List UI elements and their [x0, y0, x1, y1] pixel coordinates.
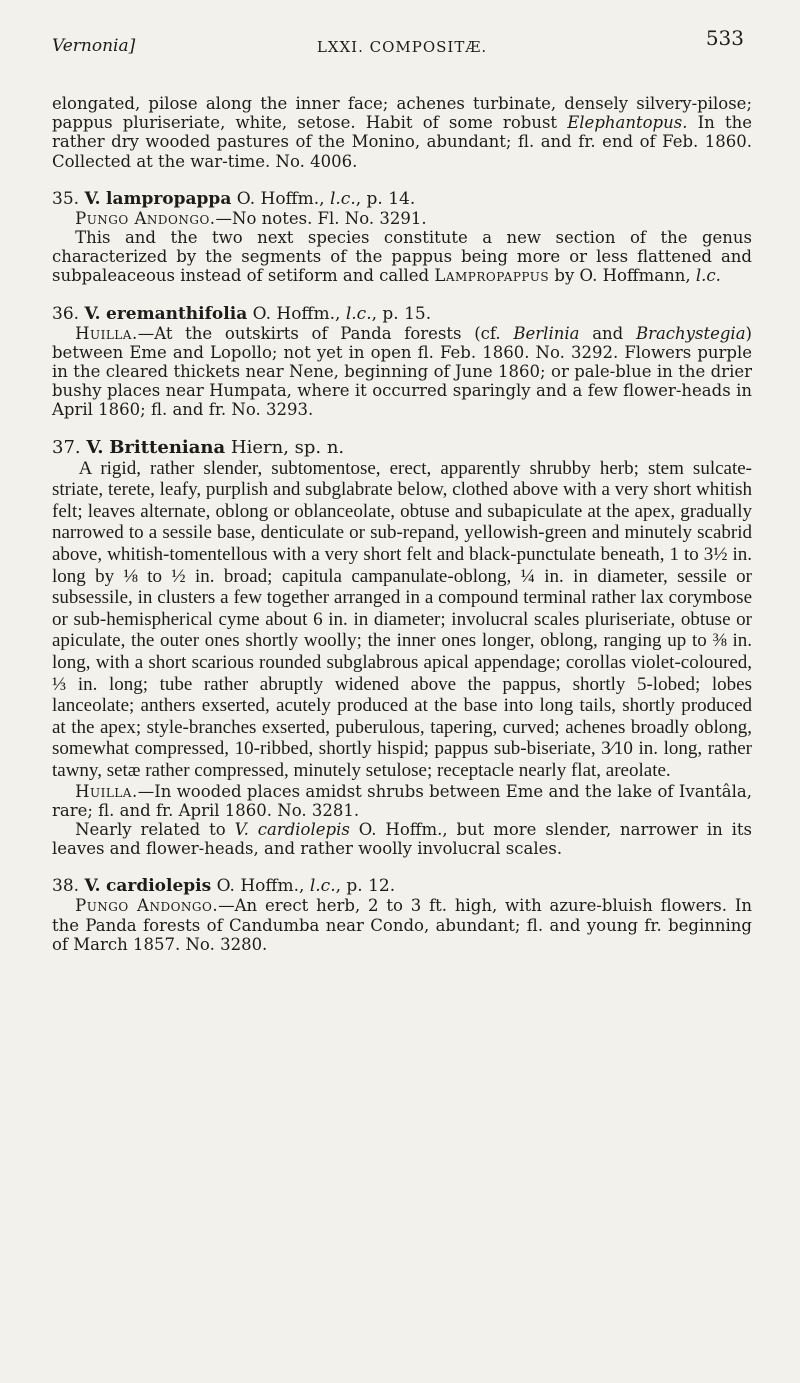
- header-family: LXXI. COMPOSITÆ.: [316, 38, 488, 56]
- entry-heading: 36. V. eremanthifolia O. Hoffm., l.c., p. 15.: [52, 303, 432, 324]
- note-paragraph: This and the two next species constitute a new section of the genus characterized by the segments of the pappus being more or less flattened and subpaleaceous instead of setiform and called Lampropappus by O. Hoffmann, l.c.: [52, 228, 752, 286]
- page-number: 533: [705, 26, 744, 50]
- page-body: [52, 94, 752, 954]
- entry-heading: 38. V. cardiolepis O. Hoffm., l.c., p. 12.: [52, 876, 396, 897]
- running-header: [52, 26, 752, 62]
- locality-paragraph: Huilla.—At the outskirts of Panda forests (cf. Berlinia and Brachystegia) between Eme and Lopollo; not yet in open fl. Feb. 1860. No. 3292. Flowers purple in the cleared thickets near Nene, beginning of June 1860; or pale-blue in the drier bushy places near Humpata, where it occurred sparingly and a few flower-heads in April 1860; fl. and fr. No. 3293.: [52, 323, 752, 420]
- locality-paragraph: Huilla.—In wooded places amidst shrubs between Eme and the lake of Ivantâla, rare; fl. and fr. April 1860. No. 3281.: [52, 781, 752, 820]
- species-entry-37: [52, 438, 752, 859]
- entry-heading: 35. V. lampropappa O. Hoffm., l.c., p. 14.: [52, 188, 416, 209]
- locality-paragraph: Pungo Andongo.—No notes. Fl. No. 3291.: [75, 208, 427, 228]
- species-entry-35: [52, 189, 752, 286]
- species-entry-36: [52, 304, 752, 420]
- entry-heading: 37. V. Britteniana Hiern, sp. n.: [52, 436, 345, 458]
- header-section-title: Vernonia]: [52, 36, 136, 56]
- note-paragraph: Nearly related to V. cardiolepis O. Hoffm., but more slender, narrower in its leaves and flower-heads, and rather woolly involucral scales.: [52, 819, 752, 859]
- intro-paragraph: elongated, pilose along the inner face; achenes turbinate, densely silvery-pilose; pappus pluriseriate, white, setose. Habit of some robust Elephantopus. In the rather dry wooded pastures of the Monino, abundant; fl. and fr. end of Feb. 1860. Collected at the war-time. No. 4006.: [52, 94, 752, 171]
- locality-paragraph: Pungo Andongo.—An erect herb, 2 to 3 ft. high, with azure-bluish flowers. In the Panda forests of Candumba near Condo, abundant; fl. and young fr. beginning of March 1857. No. 3280.: [52, 896, 752, 954]
- species-entry-38: [52, 876, 752, 954]
- description-paragraph: A rigid, rather slender, subtomentose, erect, apparently shrubby herb; stem sulcate-striate, terete, leafy, purplish and subglabrate below, clothed above with a very short whitish felt; leaves alternate, oblong or oblanceolate, obtuse and subapiculate at the apex, gradually narrowed to a sessile base, denticulate or sub-repand, yellowish-green and minutely scabrid above, whitish-tomentellous with a very short felt and black-punctulate beneath, 1 to 3½ in. long by ⅛ to ½ in. broad; capitula campanulate-oblong, ¼ in. in diameter, sessile or subsessile, in clusters a few together arranged in a compound terminal rather lax corymbose or sub-hemispherical cyme about 6 in. in diameter; involucral scales pluriseriate, obtuse or apiculate, the outer ones shortly woolly; the inner ones longer, oblong, ranging up to ⅜ in. long, with a short scarious rounded subglabrous apical appendage; corollas violet-coloured, ⅓ in. long; tube rather abruptly widened above the pappus, shortly 5-lobed; lobes lanceolate; anthers exserted, acutely produced at the base into long tails, shortly produced at the apex; style-branches exserted, puberulous, tapering, curved; achenes broadly oblong, somewhat compressed, 10-ribbed, shortly hispid; pappus sub-biseriate, 3⁄10 in. long, rather tawny, setæ rather compressed, minutely setulose; receptacle nearly flat, areolate.: [52, 457, 752, 781]
- species-description: [52, 458, 752, 782]
